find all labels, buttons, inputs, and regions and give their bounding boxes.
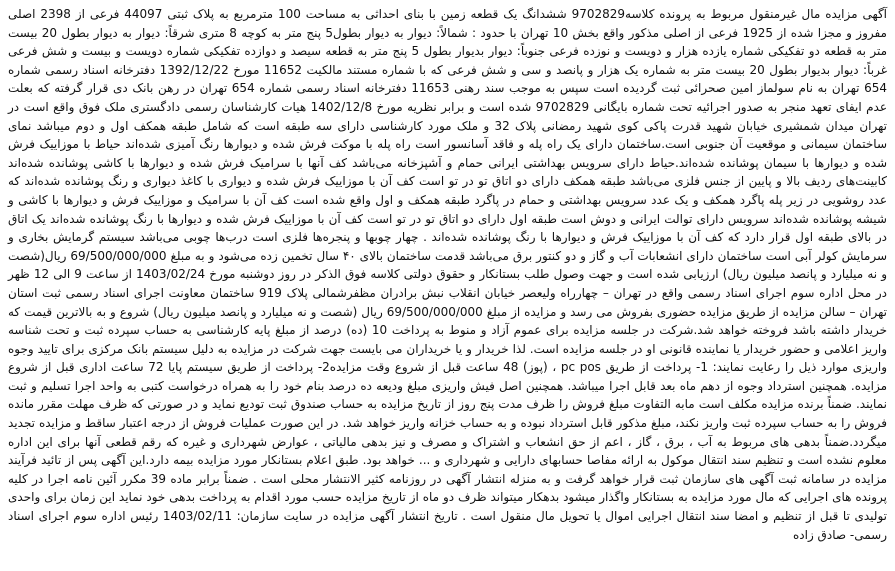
auction-notice-text: آگهی مزایده مال غیرمنقول مربوط به پرونده کلاسه9702829 ششدانگ یک قطعه زمین با بنای احداثی به مساحت 100 مترمربع به پلاک ثبتی 44097 فرعی از 2398 اصلی مفروز و مجزا شده از 1925 فرعی از اصلی مذکور واقع بخش 10 تهران با حدود : شمالاً: دیوار به دیوار بطول5 پنج متر به کوچه 8 متری شرقاً: دیوار به دیوار بطول 20 بیست متر به قطعه دو تفکیکی شماره یازده هزار و دویست و نوزده فرعی جنوباً: دیوار بدیوار بطول 5 پنج متر به قطعه سیصد و دوازده تفکیکی شماره دویست و بیست و شش فرعی غرباً: دیوار بدیوار بطول 20 بیست متر به شماره یک هزار و پانصد و سی و شش فرعی که با شماره مستند مالکیت 11652 مورخ 1392/12/22 دفترخانه اسناد رسمی شماره 654 تهران به نام سولماز امین صحرائی ثبت گردیده است سپس به موجب سند رهنی 11653 دفترخانه اسناد رسمی شماره 654 تهران در رهن بانک دی قرار گرفته که بعلت عدم ایفای تعهد منجر به صدور اجرائیه تحت شماره بایگانی 9702829 شده است و برابر نظریه مورخ 1402/12/8 هیات کارشناسان رسمی دادگستری ملک فوق واقع است در تهران میدان شمشیری خیابان شهید قدرت پاکی کوی شهید رمضانی پلاک 32 و ملک مورد کارشناسی دارای سه طبقه است که شامل طبقه همکف اول و دوم میباشد نمای ساختمان سیمانی و موقعیت آن جنوبی است.ساختمان دارای یک راه پله و فاقد آسانسور است راه پله با موکت فرش شده و دیوارها رنگ آمیزی شده‌اند حیاط با موزاییک فرش شده و دیوارها با سیمان پوشانده شده‌اند.حیاط دارای سرویس بهداشتی ایرانی حمام و آشپزخانه می‌باشد کف آنها با سرامیک فرش شده و دیوارها با کاشی پوشانده شده‌اند کابینت‌های ردیف بالا و پایین از جنس فلزی می‌باشد طبقه همکف دارای دو اتاق تو در تو است کف آن با موزاییک فرش شده و دیواری با کاغذ دیواری و رنگ پوشانده شده‌اند که عدد روشویی در زیر پله پاگرد همکف و یک عدد سرویس بهداشتی و حمام در پاگرد طبقه همکف و اول واقع شده است کف آن با سرامیک و موزاییک فرش و دیوارها با کاشی و شیشه پوشانده شده‌اند سرویس دارای توالت ایرانی و دوش است طبقه اول دارای دو اتاق تو در تو است کف آن با موزاییک فرش شده و دیوارها با رنگ پوشانده شده‌اند یک اتاق در بالای طبقه اول قرار دارد که کف آن با موزاییک فرش و دیوارها با رنگ پوشانده شده‌اند . چهار چوبها و پنجره‌ها فلزی است درب‌ها چوبی می‌باشد سیستم گرمایش بخاری و سرمایش کولر آبی است ساختمان دارای انشعابات آب و گاز و دو کنتور برق می‌باشد قدمت ساختمان بالای ۴۰ سال تخمین زده می‌شود و به مبلغ 69/500/000/000 ریال(شصت و نه میلیارد و پانصد میلیون ریال) ارزیابی شده است و جهت وصول طلب بستانکار و حقوق دولتی کلاسه فوق الذکر در روز دوشنبه مورخ 1403/02/24 از ساعت 9 الی 12 ظهر در محل اداره سوم اجرای اسناد رسمی واقع در تهران – چهارراه ولیعصر خیابان انقلاب نبش برادران مظفرشمالی پلاک 919 ساختمان معاونت اجرای اسناد رسمی ثبت استان تهران – سالن مزایده از طریق مزایده حضوری بفروش می رسد و مزایده از مبلغ 69/500/000/000 ریال (شصت و نه میلیارد و پانصد میلیون ریال) شروع و به بالاترین قیمت که خریدار داشته باشد فروخته خواهد شد.شرکت در جلسه مزایده برای عموم آزاد و منوط به پرداخت 10 (ده) درصد از مبلغ پایه کارشناسی به حساب سپرده ثبت و تحت شناسه واریز اعلامی و حضور خریدار یا نماینده قانونی او در جلسه مزایده است. لذا خریدار و یا خریداران می بایست جهت شرکت در مزایده به دلیل سیستم بانک مرکزی برای تایید وجوه واریزی موارد ذیل را رعایت نمایند: 1- پرداخت از طریق pc pos ، (پوز) 48 ساعت قبل از شروع وقت مزایده2- پرداخت از طریق سیستم پایا 72 ساعت اداری قبل از شروع مزایده. همچنین استرداد وجوه از دهم ماه بعد قابل اجرا میباشد. همچنین اصل فیش واریزی مبلغ ودیعه ده درصد بنام خود را به همراه درخواست کتبی به واحد اجرا تسلیم و ثبت نمایند. ضمناً برنده مزایده مکلف است مابه التفاوت مبلغ فروش را ظرف مدت پنج روز از تاریخ مزایده به حساب صندوق ثبت تودیع نماید و در صورتی که ظرف مهلت مقرر مانده فروش را به حساب سپرده ثبت واریز نکند، مبلغ مذکور قابل استرداد نبوده و به حساب خزانه واریز خواهد شد. در این صورت عملیات فروش از درجه اعتبار ساقط و مزایده تجدید میگردد.ضمناً بدهی های مربوط به آب ، برق ، گاز ، اعم از حق انشعاب و اشتراک و مصرف و نیز بدهی مالیاتی ، عوارض شهرداری و غیره که رقم قطعی آنها برای این اداره معلوم نشده است و تنظیم سند انتقال موکول به ارائه مفاصا حسابهای دارایی و شهرداری و ... خواهد بود. طبق اعلام بستانکار مورد مزایده بیمه دارد.این آگهی پس از تائید فرآیند مزایده در سامانه ثبت آگهی های سازمان ثبت قرار خواهد گرفت و به منزله انتشار آگهی در روزنامه کثیر الانتشار محلی است . ضمناً برابر ماده 39 مکرر آئین نامه اجرا در کلیه پرونده های اجرایی که مال مورد مزایده به بستانکار واگذار میشود بدهکار میتواند ظرف دو ماه از تاریخ مزایده حسب مورد اقدام به پرداخت بدهی خود نماید این زمان برای واحدی تولیدی تا قبل از تنظیم و امضا سند انتقال اجرایی اموال یا تحویل مال منقول است . تاریخ انتشار آگهی مزایده در سایت سازمان: 1403/02/11 رئیس اداره سوم اجرای اسناد رسمی- صادق زاده xyxy=(8,7,888,542)
